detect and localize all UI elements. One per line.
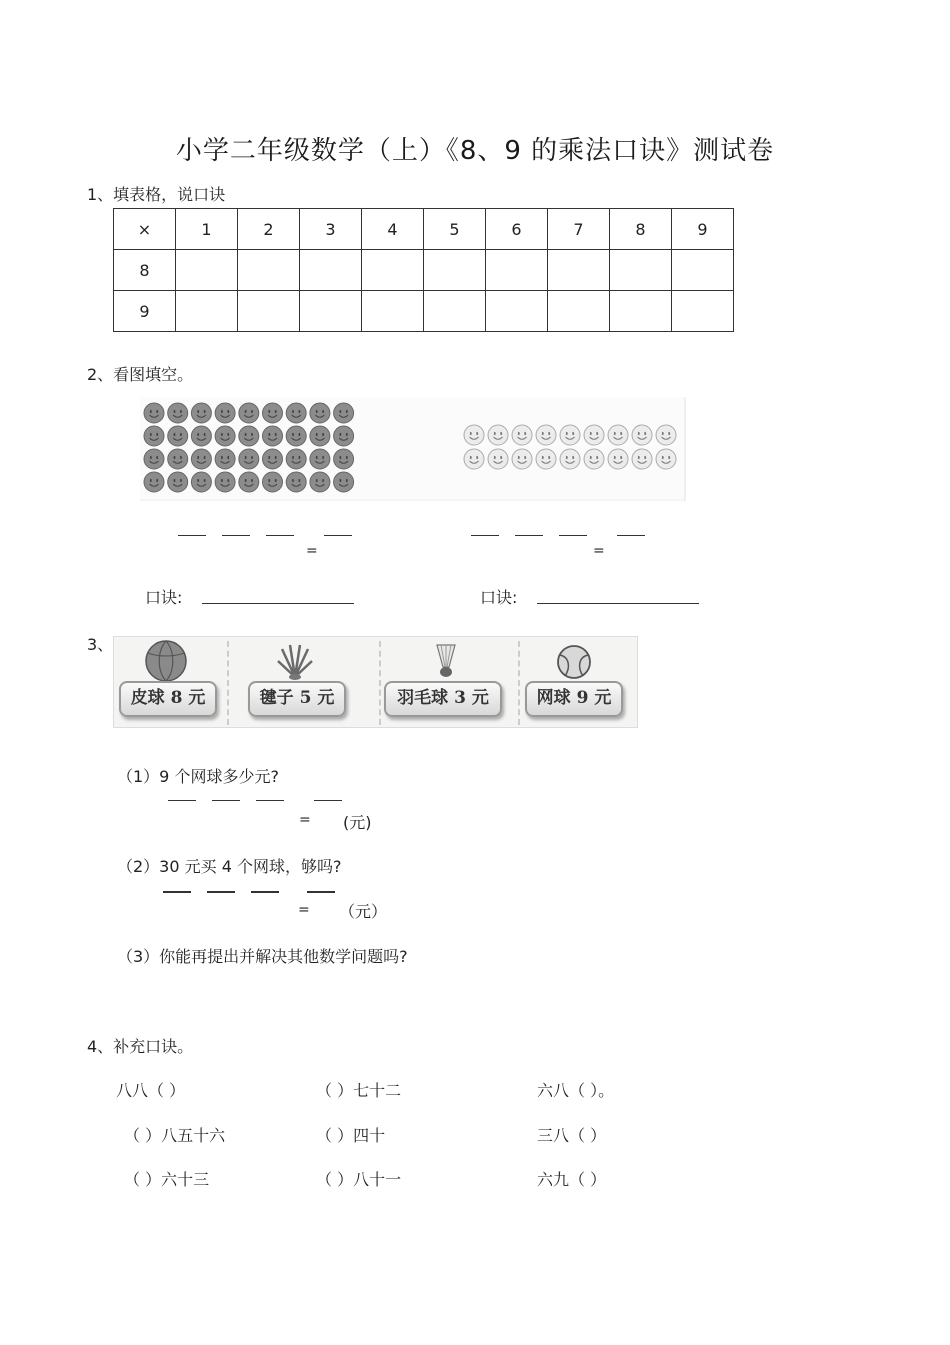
smiley-face-icon [239, 403, 259, 423]
equals-sign: = [593, 543, 605, 559]
blank-line[interactable] [266, 535, 294, 536]
question-1-label: 1、填表格，说口诀 [87, 185, 226, 204]
fill-item[interactable]: 八八（ ） [116, 1081, 186, 1100]
answer-cell[interactable] [362, 250, 424, 291]
table-header-cell: 2 [238, 209, 300, 250]
kou-answer-line[interactable] [537, 603, 699, 604]
tennis-ball-icon [555, 643, 593, 681]
answer-cell[interactable] [672, 291, 734, 332]
smiley-face-icon [191, 426, 211, 446]
sub-question-2: （2）30 元买 4 个网球，够吗? [117, 857, 342, 876]
smiley-face-icon [286, 403, 306, 423]
smiley-face-icon [310, 472, 330, 492]
answer-cell[interactable] [362, 291, 424, 332]
smiley-face-icon [334, 472, 354, 492]
smiley-face-icon [215, 426, 235, 446]
smiley-face-icon [464, 449, 484, 469]
answer-cell[interactable] [424, 291, 486, 332]
smiley-face-icon [488, 449, 508, 469]
question-3-label: 3、 [87, 635, 114, 654]
unit-label: （元） [339, 902, 388, 921]
smiley-face-icon [168, 472, 188, 492]
table-header-cell: 3 [300, 209, 362, 250]
smiley-face-icon [239, 449, 259, 469]
smiley-face-icon [168, 426, 188, 446]
blank-line[interactable] [256, 800, 284, 801]
smiley-face-icon [310, 403, 330, 423]
answer-cell[interactable] [300, 291, 362, 332]
kou-label-left: 口诀: [145, 588, 183, 607]
answer-cell[interactable] [610, 250, 672, 291]
ball-icon [143, 639, 189, 683]
smiley-face-icon [286, 426, 306, 446]
price-label-ball: 皮球 8 元 [119, 681, 217, 717]
smiley-face-icon [144, 403, 164, 423]
answer-cell[interactable] [672, 250, 734, 291]
smiley-face-icon [239, 472, 259, 492]
divider [227, 641, 229, 725]
fill-item[interactable]: 六九（ ） [537, 1170, 607, 1189]
smiley-face-icon [656, 449, 676, 469]
smiley-face-icon [464, 425, 484, 445]
fill-item[interactable]: 三八（ ） [537, 1126, 607, 1145]
smiley-face-icon [191, 472, 211, 492]
blank-line[interactable] [559, 535, 587, 536]
smiley-face-icon [584, 449, 604, 469]
sub-question-3: （3）你能再提出并解决其他数学问题吗? [117, 947, 408, 966]
fill-item[interactable]: （ ）四十 [316, 1126, 386, 1145]
equals-sign: = [298, 902, 310, 918]
smiley-face-icon [144, 449, 164, 469]
table-header-cell: 1 [176, 209, 238, 250]
smiley-face-icon [286, 472, 306, 492]
smiley-face-icon [608, 449, 628, 469]
blank-line[interactable] [324, 535, 352, 536]
answer-cell[interactable] [424, 250, 486, 291]
fill-item[interactable]: （ ）六十三 [124, 1170, 210, 1189]
smiley-face-icon [263, 426, 283, 446]
kou-label-right: 口诀: [480, 588, 518, 607]
smiley-face-icon [560, 425, 580, 445]
price-label-badminton: 羽毛球 3 元 [384, 681, 502, 717]
smiley-face-icon [536, 449, 556, 469]
blank-line[interactable] [307, 891, 335, 893]
answer-cell[interactable] [300, 250, 362, 291]
blank-line[interactable] [163, 891, 191, 893]
smiley-face-icon [608, 425, 628, 445]
answer-cell[interactable] [486, 250, 548, 291]
blank-line[interactable] [314, 800, 342, 801]
answer-cell[interactable] [548, 291, 610, 332]
blank-line[interactable] [168, 800, 196, 801]
kou-answer-line[interactable] [202, 603, 354, 604]
price-label-tennis: 网球 9 元 [525, 681, 623, 717]
table-header-cell: 5 [424, 209, 486, 250]
answer-cell[interactable] [610, 291, 672, 332]
answer-cell[interactable] [238, 250, 300, 291]
fill-item[interactable]: 六八（ ）。 [537, 1081, 615, 1100]
question-4-label: 4、补充口诀。 [87, 1037, 194, 1056]
smiley-face-icon [632, 425, 652, 445]
smiley-face-icon [191, 449, 211, 469]
table-header-cell: 6 [486, 209, 548, 250]
table-row-header: 8 [114, 250, 176, 291]
table-header-cell: × [114, 209, 176, 250]
blank-line[interactable] [617, 535, 645, 536]
smiley-face-icon [632, 449, 652, 469]
smiley-face-icon [263, 403, 283, 423]
smiley-face-icon [488, 425, 508, 445]
blank-line[interactable] [251, 891, 279, 893]
table-header-cell: 7 [548, 209, 610, 250]
blank-line[interactable] [207, 891, 235, 893]
table-row [114, 250, 734, 291]
smiley-face-icon [144, 472, 164, 492]
divider [379, 641, 381, 725]
smiley-face-icon [334, 426, 354, 446]
smiley-face-icon [584, 425, 604, 445]
answer-cell[interactable] [238, 291, 300, 332]
equals-sign: = [306, 543, 318, 559]
blank-line[interactable] [178, 535, 206, 536]
blank-line[interactable] [471, 535, 499, 536]
smiley-face-icon [512, 425, 532, 445]
smiley-face-icon [560, 449, 580, 469]
smiley-face-icon [168, 449, 188, 469]
table-row-header: 9 [114, 291, 176, 332]
smiley-face-icon [239, 426, 259, 446]
smiley-picture [140, 397, 686, 501]
table-header-cell: 9 [672, 209, 734, 250]
answer-cell[interactable] [486, 291, 548, 332]
table-header-row [114, 209, 734, 250]
fill-item[interactable]: （ ）八十一 [316, 1170, 402, 1189]
table-header-cell: 4 [362, 209, 424, 250]
page-title: 小学二年级数学（上）《8、9 的乘法口诀》测试卷 [175, 136, 775, 166]
sub-question-1: （1）9 个网球多少元? [117, 767, 279, 786]
table-row [114, 291, 734, 332]
smiley-face-icon [215, 449, 235, 469]
smiley-face-icon [215, 472, 235, 492]
smiley-face-icon [656, 425, 676, 445]
smiley-face-icon [286, 449, 306, 469]
multiplication-table [113, 208, 734, 332]
smiley-face-icon [263, 472, 283, 492]
smiley-face-icon [215, 403, 235, 423]
price-picture [113, 636, 638, 728]
badminton-icon [431, 641, 461, 681]
blank-line[interactable] [212, 800, 240, 801]
answer-cell[interactable] [548, 250, 610, 291]
smiley-face-icon [334, 449, 354, 469]
blank-line[interactable] [222, 535, 250, 536]
equals-sign: = [299, 812, 311, 828]
answer-cell[interactable] [176, 291, 238, 332]
blank-line[interactable] [515, 535, 543, 536]
shuttlecock-icon [272, 641, 318, 681]
smiley-face-icon [536, 425, 556, 445]
table-header-cell: 8 [610, 209, 672, 250]
smiley-face-icon [310, 426, 330, 446]
answer-cell[interactable] [176, 250, 238, 291]
smiley-face-icon [144, 426, 164, 446]
fill-item[interactable]: （ ）七十二 [316, 1081, 402, 1100]
unit-label: (元) [343, 813, 372, 832]
price-label-shuttlecock: 毽子 5 元 [248, 681, 346, 717]
smiley-face-icon [334, 403, 354, 423]
fill-item[interactable]: （ ）八五十六 [124, 1126, 226, 1145]
smiley-face-icon [512, 449, 532, 469]
divider [518, 641, 520, 725]
smiley-face-icon [191, 403, 211, 423]
question-2-label: 2、看图填空。 [87, 365, 194, 384]
smiley-face-icon [263, 449, 283, 469]
smiley-face-icon [310, 449, 330, 469]
smiley-face-icon [168, 403, 188, 423]
